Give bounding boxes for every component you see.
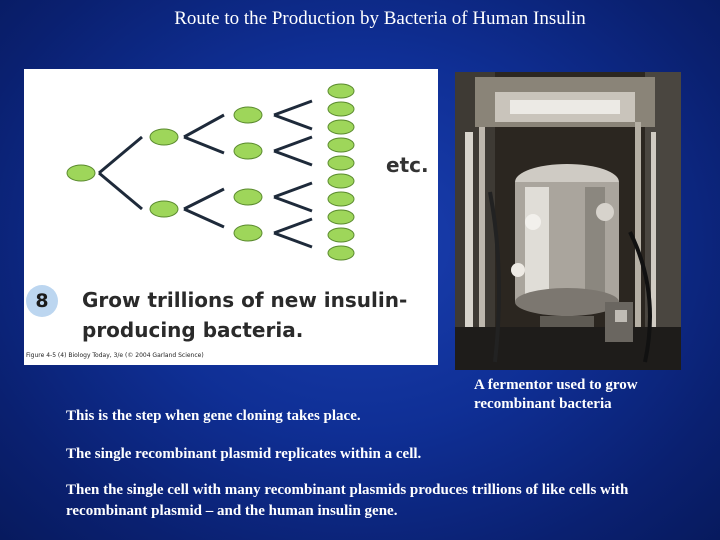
bacterium-cell [150,201,178,217]
bacterium-cell [234,189,262,205]
branch-line [274,115,312,129]
branch-line [274,137,312,151]
etc-label: etc. [386,153,429,177]
step-description: Grow trillions of new insulin-producing bacteria. [82,288,408,342]
bacterium-cell [328,156,354,170]
branch-line [274,101,312,115]
branch-line [99,173,142,209]
bacterium-cell [328,228,354,242]
branch-line [274,233,312,247]
bacterium-cell [328,84,354,98]
bacterium-cell [328,138,354,152]
bacterium-cell [234,225,262,241]
branch-line [184,209,224,227]
bacterium-cell [328,246,354,260]
bacterium-cell [328,210,354,224]
bacterium-cell [234,143,262,159]
branch-line [184,189,224,209]
photo-caption: A fermentor used to grow recombinant bacteria [474,377,638,412]
figure-credit: Figure 4-5 (4) Biology Today, 3/e (© 2004 Garland Science) [26,352,204,359]
paragraph-plasmid-replication: The single recombinant plasmid replicates within a cell. [66,446,422,462]
branch-line [184,137,224,153]
branch-line [274,197,312,211]
bacterium-cell [328,120,354,134]
slide-title: Route to the Production by Bacteria of Human Insulin [174,8,586,29]
bacterium-cell [234,107,262,123]
bacterium-cell [150,129,178,145]
fermentor-photo [455,72,681,370]
paragraph-cloning-step: This is the step when gene cloning takes place. [66,408,361,424]
branch-line [184,115,224,137]
branch-line [99,137,142,173]
bacteria-growth-figure [24,69,438,365]
branch-line [274,151,312,165]
branch-line [274,183,312,197]
bacterium-cell [328,102,354,116]
step-number-badge: 8 [26,285,58,317]
fermentor-illustration [455,72,681,370]
paragraph-trillions-cells: Then the single cell with many recombinant plasmids produces trillions of like cells with recombinant plasmid – and the human insulin gene. [66,482,629,519]
bacterium-cell [328,174,354,188]
bacterium-cell [328,192,354,206]
branch-line [274,219,312,233]
bacterium-cell [67,165,95,181]
